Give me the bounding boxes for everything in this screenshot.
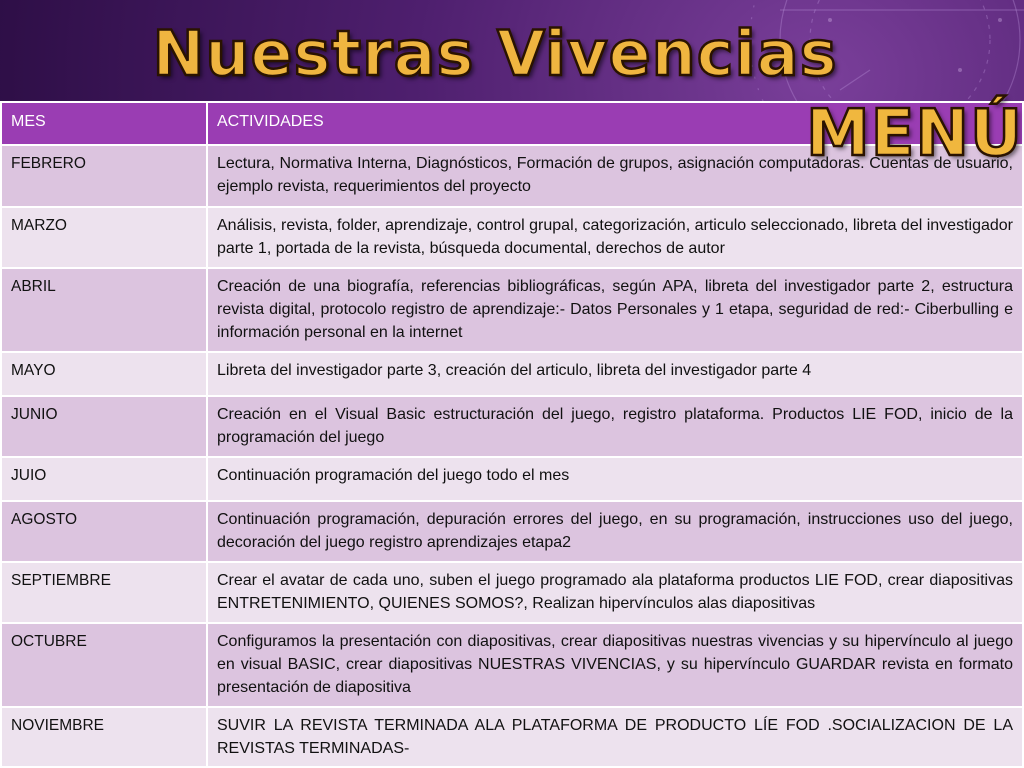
cell-actividades: Análisis, revista, folder, aprendizaje, control grupal, categorización, articulo seleccionado, libreta del investigador parte 1, portada de la revista, búsqueda documental, derechos de autor [207, 207, 1023, 268]
header-mes: MES [1, 102, 207, 145]
slide-title: Nuestras Vivencias [152, 17, 838, 90]
table-row [1, 457, 1023, 501]
table-row [1, 623, 1023, 707]
table-row [1, 396, 1023, 457]
cell-actividades: Libreta del investigador parte 3, creación del articulo, libreta del investigador parte 4 [207, 352, 1023, 396]
cell-mes: MARZO [1, 207, 207, 268]
table-row [1, 207, 1023, 268]
table-row [1, 352, 1023, 396]
cell-actividades: Crear el avatar de cada uno, suben el juego programado ala plataforma productos LIE FOD, crear diapositivas ENTRETENIMIENTO, QUIENES SOMOS?, Realizan hipervínculos alas diapositivas [207, 562, 1023, 623]
cell-actividades: Creación de una biografía, referencias bibliográficas, según APA, libreta del investigador parte 2, estructura revista digital, protocolo registro de aprendizaje:- Datos Personales y 1 etapa, seguridad de red:- Ciberbulling e información personal en la internet [207, 268, 1023, 352]
table-row [1, 268, 1023, 352]
cell-mes: AGOSTO [1, 501, 207, 562]
cell-mes: FEBRERO [1, 145, 207, 207]
cell-mes: OCTUBRE [1, 623, 207, 707]
cell-mes: ABRIL [1, 268, 207, 352]
cell-actividades: SUVIR LA REVISTA TERMINADA ALA PLATAFORMA DE PRODUCTO LÍE FOD .SOCIALIZACION DE LA REVISTAS TERMINADAS- [207, 707, 1023, 767]
menu-button[interactable]: MENÚ [806, 97, 1023, 171]
cell-mes: MAYO [1, 352, 207, 396]
table-row [1, 562, 1023, 623]
activities-table [0, 101, 1024, 768]
header-actividades: ACTIVIDADES [207, 102, 1023, 145]
cell-actividades: Continuación programación, depuración errores del juego, en su programación, instrucciones uso del juego, decoración del juego registro aprendizajes etapa2 [207, 501, 1023, 562]
cell-actividades: Creación en el Visual Basic estructuración del juego, registro plataforma. Productos LIE FOD, inicio de la programación del juego [207, 396, 1023, 457]
cell-actividades: Configuramos la presentación con diapositivas, crear diapositivas nuestras vivencias y su hipervínculo al juego en visual BASIC, crear diapositivas NUESTRAS VIVENCIAS, y su hipervínculo GUARDAR revista en formato presentación de diapositiva [207, 623, 1023, 707]
cell-actividades: Continuación programación del juego todo el mes [207, 457, 1023, 501]
cell-mes: JUNIO [1, 396, 207, 457]
cell-mes: JUIO [1, 457, 207, 501]
table-row [1, 707, 1023, 767]
cell-mes: SEPTIEMBRE [1, 562, 207, 623]
table-row [1, 501, 1023, 562]
cell-actividades: Lectura, Normativa Interna, Diagnósticos, Formación de grupos, asignación computadoras. Cuentas de usuario, ejemplo revista, requerimientos del proyecto [207, 145, 1023, 207]
cell-mes: NOVIEMBRE [1, 707, 207, 767]
